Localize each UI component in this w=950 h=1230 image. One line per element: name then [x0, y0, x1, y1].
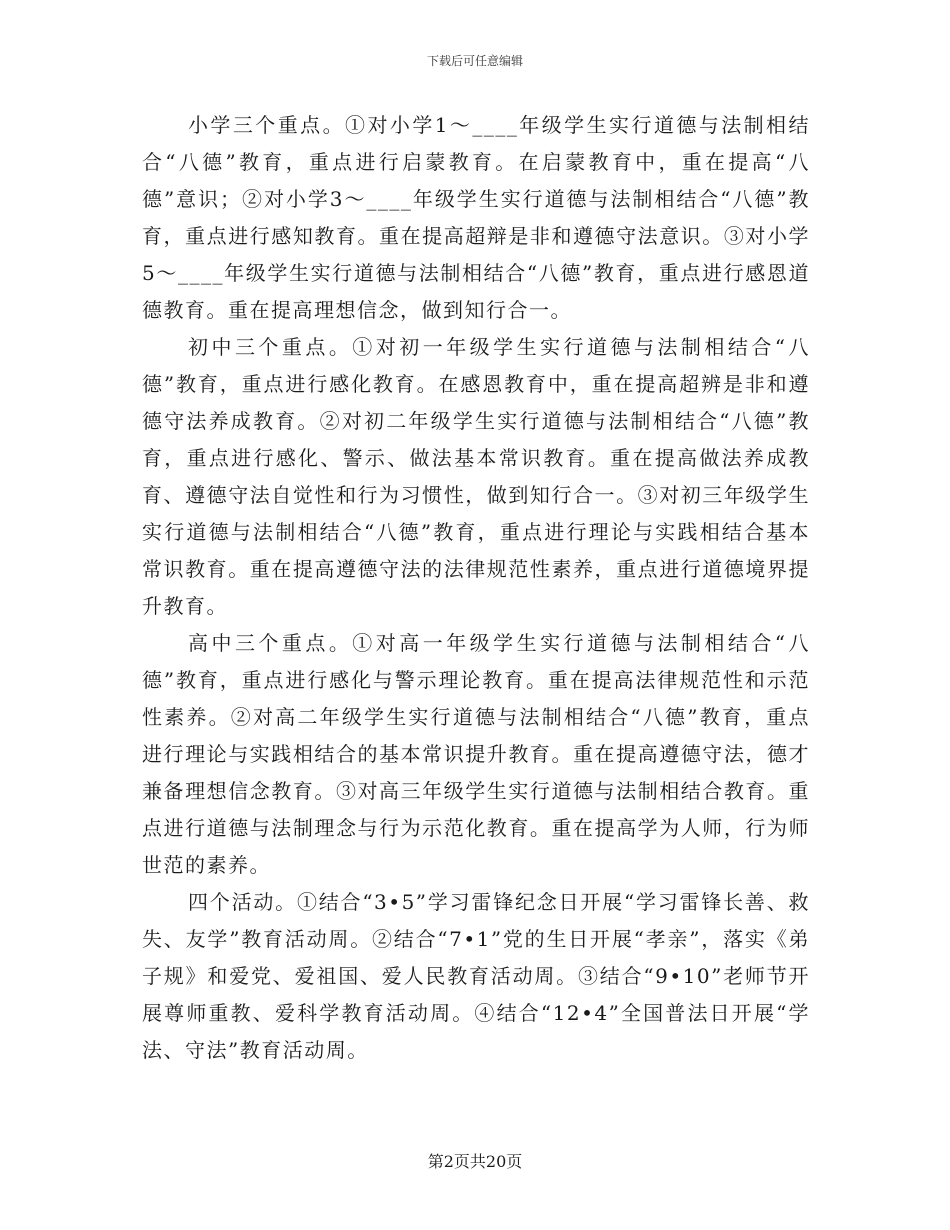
- paragraph-senior-high: 高中三个重点。①对高一年级学生实行道德与法制相结合“八德”教育，重点进行感化与警示理论教育。重在提高法律规范性和示范性素养。②对高二年级学生实行道德与法制相结合“八德”教育，重点进行理论与实践相结合的基本常识提升教育。重在提高遵德守法，德才兼备理想信念教育。③对高三年级学生实行道德与法制相结合教育。重点进行道德与法制理念与行为示范化教育。重在提高学为人师，行为师世范的素养。: [142, 631, 810, 877]
- paragraph-junior-high: 初中三个重点。①对初一年级学生实行道德与法制相结合“八德”教育，重点进行感化教育。在感恩教育中，重在提高超辨是非和遵德守法养成教育。②对初二年级学生实行道德与法制相结合“八德”教育，重点进行感化、警示、做法基本常识教育。重在提高做法养成教育、遵德守法自觉性和行为习惯性，做到知行合一。③对初三年级学生实行道德与法制相结合“八德”教育，重点进行理论与实践相结合基本常识教育。重在提高遵德守法的法律规范性素养，重点进行道德境界提升教育。: [142, 335, 810, 618]
- paragraph-four-activities: 四个活动。①结合“3•5”学习雷锋纪念日开展“学习雷锋长善、救失、友学”教育活动周。②结合“7•1”党的生日开展“孝亲”，落实《弟子规》和爱党、爱祖国、爱人民教育活动周。③结合“9•10”老师节开展尊师重教、爱科学教育活动周。④结合“12•4”全国普法日开展“学法、守法”教育活动周。: [142, 890, 810, 1062]
- paragraph-primary-school: 小学三个重点。①对小学1～____年级学生实行道德与法制相结合“八德”教育，重点进行启蒙教育。在启蒙教育中，重在提高“八德”意识；②对小学3～____年级学生实行道德与法制相结合“八德”教育，重点进行感知教育。重在提高超辩是非和遵德守法意识。③对小学5～____年级学生实行道德与法制相结合“八德”教育，重点进行感恩道德教育。重在提高理想信念，做到知行合一。: [142, 113, 810, 322]
- document-body: [142, 107, 810, 1069]
- page-header: 下载后可任意编辑: [426, 54, 523, 68]
- page-footer: 第2页共20页: [427, 1152, 523, 1171]
